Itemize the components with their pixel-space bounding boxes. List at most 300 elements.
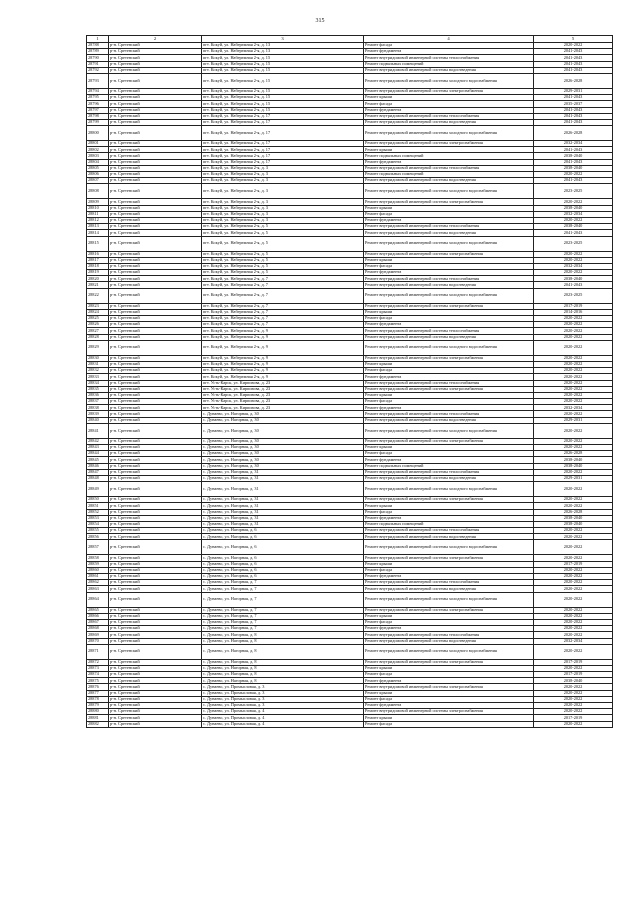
- row-number: 28855: [87, 528, 109, 534]
- address-cell: с. Дунаево, ул. Нагорная, д. 7: [202, 619, 364, 625]
- address-cell: с. Дунаево, ул. Промысловая, д. 3: [202, 684, 364, 690]
- row-number: 28849: [87, 482, 109, 497]
- district-cell: р-н. Сретенский: [109, 374, 202, 380]
- work-type-cell: Ремонт фундамента: [364, 270, 534, 276]
- district-cell: р-н. Сретенский: [109, 159, 202, 165]
- district-cell: р-н. Сретенский: [109, 386, 202, 392]
- work-type-cell: Ремонт фасада: [364, 567, 534, 573]
- period-cell: 2023-2025: [534, 184, 613, 199]
- row-number: 28851: [87, 503, 109, 509]
- row-number: 28820: [87, 276, 109, 282]
- period-cell: 2041-2043: [534, 67, 613, 73]
- district-cell: р-н. Сретенский: [109, 380, 202, 386]
- address-cell: с. Дунаево, ул. Промысловая, д. 3: [202, 696, 364, 702]
- work-type-cell: Ремонт внутридомовой инженерной системы холодного водоснабжения: [364, 340, 534, 355]
- row-number: 28845: [87, 457, 109, 463]
- work-type-cell: Ремонт фундамента: [364, 322, 534, 328]
- address-cell: пгт. Кокуй, ул. Набережная 2-я, д. 7: [202, 288, 364, 303]
- address-cell: пгт. Кокуй, ул. Набережная 2-я, д. 3: [202, 199, 364, 205]
- address-cell: с. Дунаево, ул. Нагорная, д. 31: [202, 497, 364, 503]
- row-number: 28800: [87, 126, 109, 141]
- row-number: 28874: [87, 672, 109, 678]
- work-type-cell: Ремонт внутридомовой инженерной системы теплоснабжения: [364, 276, 534, 282]
- work-type-cell: Ремонт фасада: [364, 101, 534, 107]
- address-cell: с. Дунаево, ул. Нагорная, д. 8: [202, 644, 364, 659]
- period-cell: 2026-2028: [534, 509, 613, 515]
- work-type-cell: Ремонт фасада: [364, 43, 534, 49]
- work-type-cell: Ремонт крыши: [364, 690, 534, 696]
- address-cell: пгт. Кокуй, ул. Набережная 2-я, д. 7: [202, 309, 364, 315]
- address-cell: с. Дунаево, ул. Нагорная, д. 30: [202, 411, 364, 417]
- period-cell: 2026-2028: [534, 451, 613, 457]
- address-cell: с. Дунаево, ул. Нагорная, д. 8: [202, 632, 364, 638]
- period-cell: 2020-2022: [534, 696, 613, 702]
- period-cell: 2038-2040: [534, 153, 613, 159]
- address-cell: с. Дунаево, ул. Нагорная, д. 6: [202, 555, 364, 561]
- period-cell: 2020-2022: [534, 361, 613, 367]
- period-cell: 2041-2043: [534, 49, 613, 55]
- period-cell: 2017-2019: [534, 303, 613, 309]
- period-cell: 2020-2022: [534, 703, 613, 709]
- row-number: 28825: [87, 316, 109, 322]
- address-cell: пгт. Кокуй, ул. Набережная 2-я, д. 5: [202, 251, 364, 257]
- district-cell: р-н. Сретенский: [109, 644, 202, 659]
- work-type-cell: Ремонт фундамента: [364, 515, 534, 521]
- work-type-cell: Ремонт фундамента: [364, 159, 534, 165]
- period-cell: 2020-2022: [534, 355, 613, 361]
- row-number: 28865: [87, 607, 109, 613]
- period-cell: 2020-2022: [534, 322, 613, 328]
- district-cell: р-н. Сретенский: [109, 626, 202, 632]
- period-cell: 2020-2022: [534, 534, 613, 540]
- address-cell: с. Дунаево, ул. Нагорная, д. 31: [202, 509, 364, 515]
- work-type-cell: Ремонт внутридомовой инженерной системы водоотведения: [364, 586, 534, 592]
- period-cell: 2041-2043: [534, 119, 613, 125]
- district-cell: р-н. Сретенский: [109, 574, 202, 580]
- period-cell: 2020-2022: [534, 580, 613, 586]
- district-cell: р-н. Сретенский: [109, 126, 202, 141]
- work-type-cell: Ремонт подвальных помещений: [364, 521, 534, 527]
- district-cell: р-н. Сретенский: [109, 263, 202, 269]
- address-cell: пгт. Кокуй, ул. Набережная 2-я, д. 7: [202, 322, 364, 328]
- period-cell: 2026-2028: [534, 73, 613, 88]
- row-number: 28791: [87, 61, 109, 67]
- row-number: 28790: [87, 55, 109, 61]
- row-number: 28867: [87, 619, 109, 625]
- work-type-cell: Ремонт внутридомовой инженерной системы электроснабжения: [364, 303, 534, 309]
- period-cell: 2020-2022: [534, 43, 613, 49]
- row-number: 28794: [87, 88, 109, 94]
- district-cell: р-н. Сретенский: [109, 451, 202, 457]
- address-cell: пгт. Кокуй, ул. Набережная 2-я, д. 3: [202, 211, 364, 217]
- period-cell: 2032-2034: [534, 263, 613, 269]
- work-type-cell: Ремонт внутридомовой инженерной системы водоотведения: [364, 534, 534, 540]
- period-cell: 2020-2022: [534, 497, 613, 503]
- row-number: 28842: [87, 438, 109, 444]
- district-cell: р-н. Сретенский: [109, 322, 202, 328]
- row-number: 28833: [87, 374, 109, 380]
- page-number: 315: [315, 18, 325, 24]
- table-row: [87, 482, 613, 497]
- district-cell: р-н. Сретенский: [109, 230, 202, 236]
- period-cell: 2020-2022: [534, 438, 613, 444]
- row-number: 28852: [87, 509, 109, 515]
- row-number: 28827: [87, 328, 109, 334]
- period-cell: 2020-2022: [534, 626, 613, 632]
- work-type-cell: Ремонт внутридомовой инженерной системы холодного водоснабжения: [364, 236, 534, 251]
- address-cell: с. Дунаево, ул. Нагорная, д. 31: [202, 521, 364, 527]
- address-cell: с. Дунаево, ул. Нагорная, д. 7: [202, 586, 364, 592]
- period-cell: 2020-2022: [534, 392, 613, 398]
- work-type-cell: Ремонт фундамента: [364, 574, 534, 580]
- period-cell: 2020-2022: [534, 632, 613, 638]
- row-number: 28813: [87, 224, 109, 230]
- row-number: 28853: [87, 515, 109, 521]
- row-number: 28859: [87, 561, 109, 567]
- row-number: 28878: [87, 696, 109, 702]
- row-number: 28869: [87, 632, 109, 638]
- district-cell: р-н. Сретенский: [109, 469, 202, 475]
- row-number: 28803: [87, 153, 109, 159]
- address-cell: пгт. Кокуй, ул. Набережная 2-я, д. 9: [202, 334, 364, 340]
- district-cell: р-н. Сретенский: [109, 457, 202, 463]
- row-number: 28841: [87, 423, 109, 438]
- work-type-cell: Ремонт внутридомовой инженерной системы водоотведения: [364, 178, 534, 184]
- row-number: 28876: [87, 684, 109, 690]
- district-cell: р-н. Сретенский: [109, 67, 202, 73]
- address-cell: с. Дунаево, ул. Нагорная, д. 6: [202, 540, 364, 555]
- period-cell: 2020-2022: [534, 334, 613, 340]
- address-cell: пгт. Кокуй, ул. Набережная 2-я, д. 7: [202, 303, 364, 309]
- period-cell: 2023-2025: [534, 288, 613, 303]
- district-cell: р-н. Сретенский: [109, 561, 202, 567]
- work-type-cell: Ремонт внутридомовой инженерной системы теплоснабжения: [364, 55, 534, 61]
- address-cell: с. Дунаево, ул. Нагорная, д. 31: [202, 482, 364, 497]
- row-number: 28826: [87, 322, 109, 328]
- address-cell: с. Дунаево, ул. Нагорная, д. 30: [202, 457, 364, 463]
- row-number: 28860: [87, 567, 109, 573]
- work-type-cell: Ремонт крыши: [364, 392, 534, 398]
- period-cell: 2020-2022: [534, 374, 613, 380]
- table-row: [87, 184, 613, 199]
- work-type-cell: Ремонт крыши: [364, 715, 534, 721]
- address-cell: пгт. Кокуй, ул. Набережная 2-я, д. 5: [202, 263, 364, 269]
- district-cell: р-н. Сретенский: [109, 236, 202, 251]
- address-cell: с. Дунаево, ул. Нагорная, д. 6: [202, 561, 364, 567]
- district-cell: р-н. Сретенский: [109, 288, 202, 303]
- address-cell: с. Дунаево, ул. Нагорная, д. 31: [202, 503, 364, 509]
- row-number: 28806: [87, 172, 109, 178]
- district-cell: р-н. Сретенский: [109, 445, 202, 451]
- district-cell: р-н. Сретенский: [109, 113, 202, 119]
- address-cell: с. Дунаево, ул. Нагорная, д. 6: [202, 567, 364, 573]
- work-type-cell: Ремонт фасада: [364, 211, 534, 217]
- district-cell: р-н. Сретенский: [109, 555, 202, 561]
- work-type-cell: Ремонт внутридомовой инженерной системы водоотведения: [364, 475, 534, 481]
- period-cell: 2041-2043: [534, 113, 613, 119]
- work-type-cell: Ремонт внутридомовой инженерной системы электроснабжения: [364, 355, 534, 361]
- address-cell: пгт. Кокуй, ул. Набережная 2-я, д. 3: [202, 172, 364, 178]
- district-cell: р-н. Сретенский: [109, 340, 202, 355]
- address-cell: пгт. Кокуй, ул. Набережная 2-я, д. 9: [202, 374, 364, 380]
- work-type-cell: Ремонт крыши: [364, 503, 534, 509]
- address-cell: пгт. Кокуй, ул. Набережная 2-я, д. 9: [202, 361, 364, 367]
- period-cell: 2035-2037: [534, 101, 613, 107]
- district-cell: р-н. Сретенский: [109, 95, 202, 101]
- district-cell: р-н. Сретенский: [109, 368, 202, 374]
- address-cell: с. Дунаево, ул. Нагорная, д. 7: [202, 613, 364, 619]
- period-cell: 2020-2022: [534, 574, 613, 580]
- row-number: 28834: [87, 380, 109, 386]
- row-number: 28802: [87, 147, 109, 153]
- address-cell: пгт. Кокуй, ул. Набережная 2-я, д. 5: [202, 270, 364, 276]
- row-number: 28872: [87, 659, 109, 665]
- row-number: 28788: [87, 43, 109, 49]
- period-cell: 2020-2022: [534, 684, 613, 690]
- district-cell: р-н. Сретенский: [109, 463, 202, 469]
- row-number: 28875: [87, 678, 109, 684]
- period-cell: 2038-2040: [534, 224, 613, 230]
- period-cell: 2038-2040: [534, 521, 613, 527]
- address-cell: пгт. Кокуй, ул. Набережная 2-я, д. 5: [202, 257, 364, 263]
- row-number: 28866: [87, 613, 109, 619]
- address-cell: пгт. Кокуй, ул. Набережная 2-я, д. 17: [202, 126, 364, 141]
- address-cell: пгт. Усть-Карск, ул. Кирпизова, д. 23: [202, 386, 364, 392]
- period-cell: 2020-2022: [534, 592, 613, 607]
- district-cell: р-н. Сретенский: [109, 534, 202, 540]
- period-cell: 2041-2043: [534, 230, 613, 236]
- work-type-cell: Ремонт внутридомовой инженерной системы холодного водоснабжения: [364, 644, 534, 659]
- repair-schedule-table: [86, 35, 613, 728]
- district-cell: р-н. Сретенский: [109, 282, 202, 288]
- work-type-cell: Ремонт фундамента: [364, 626, 534, 632]
- address-cell: с. Дунаево, ул. Нагорная, д. 7: [202, 626, 364, 632]
- address-cell: с. Дунаево, ул. Нагорная, д. 31: [202, 475, 364, 481]
- address-cell: пгт. Кокуй, ул. Набережная 2-я, д. 9: [202, 340, 364, 355]
- row-number: 28861: [87, 574, 109, 580]
- district-cell: р-н. Сретенский: [109, 678, 202, 684]
- address-cell: пгт. Кокуй, ул. Набережная 2-я, д. 15: [202, 73, 364, 88]
- address-cell: пгт. Кокуй, ул. Набережная 2-я, д. 7: [202, 282, 364, 288]
- work-type-cell: Ремонт внутридомовой инженерной системы холодного водоснабжения: [364, 482, 534, 497]
- district-cell: р-н. Сретенский: [109, 632, 202, 638]
- address-cell: с. Дунаево, ул. Нагорная, д. 30: [202, 445, 364, 451]
- table-row: [87, 288, 613, 303]
- district-cell: р-н. Сретенский: [109, 515, 202, 521]
- row-number: 28799: [87, 119, 109, 125]
- row-number: 28819: [87, 270, 109, 276]
- address-cell: пгт. Кокуй, ул. Набережная 2-я, д. 15: [202, 107, 364, 113]
- district-cell: р-н. Сретенский: [109, 613, 202, 619]
- table-body: [87, 43, 613, 728]
- row-number: 28868: [87, 626, 109, 632]
- district-cell: р-н. Сретенский: [109, 592, 202, 607]
- address-cell: с. Дунаево, ул. Нагорная, д. 30: [202, 423, 364, 438]
- address-cell: пгт. Усть-Карск, ул. Кирпизова, д. 23: [202, 392, 364, 398]
- district-cell: р-н. Сретенский: [109, 165, 202, 171]
- work-type-cell: Ремонт внутридомовой инженерной системы теплоснабжения: [364, 328, 534, 334]
- period-cell: 2020-2022: [534, 482, 613, 497]
- column-header-2: 2: [109, 36, 202, 43]
- work-type-cell: Ремонт внутридомовой инженерной системы электроснабжения: [364, 251, 534, 257]
- work-type-cell: Ремонт крыши: [364, 205, 534, 211]
- work-type-cell: Ремонт подвальных помещений: [364, 172, 534, 178]
- table-row: [87, 73, 613, 88]
- district-cell: р-н. Сретенский: [109, 696, 202, 702]
- district-cell: р-н. Сретенский: [109, 361, 202, 367]
- period-cell: 2020-2022: [534, 172, 613, 178]
- district-cell: р-н. Сретенский: [109, 684, 202, 690]
- period-cell: 2041-2043: [534, 282, 613, 288]
- address-cell: пгт. Кокуй, ул. Набережная 2-я, д. 3: [202, 217, 364, 223]
- period-cell: 2038-2040: [534, 678, 613, 684]
- period-cell: 2020-2022: [534, 619, 613, 625]
- district-cell: р-н. Сретенский: [109, 503, 202, 509]
- row-number: 28838: [87, 405, 109, 411]
- district-cell: р-н. Сретенский: [109, 715, 202, 721]
- work-type-cell: Ремонт внутридомовой инженерной системы электроснабжения: [364, 141, 534, 147]
- district-cell: р-н. Сретенский: [109, 49, 202, 55]
- period-cell: 2020-2022: [534, 528, 613, 534]
- work-type-cell: Ремонт внутридомовой инженерной системы электроснабжения: [364, 438, 534, 444]
- district-cell: р-н. Сретенский: [109, 211, 202, 217]
- period-cell: 2020-2022: [534, 340, 613, 355]
- work-type-cell: Ремонт внутридомовой инженерной системы электроснабжения: [364, 607, 534, 613]
- work-type-cell: Ремонт подвальных помещений: [364, 61, 534, 67]
- period-cell: 2020-2022: [534, 270, 613, 276]
- district-cell: р-н. Сретенский: [109, 405, 202, 411]
- address-cell: пгт. Кокуй, ул. Набережная 2-я, д. 17: [202, 113, 364, 119]
- district-cell: р-н. Сретенский: [109, 119, 202, 125]
- table-header: [87, 36, 613, 43]
- work-type-cell: Ремонт крыши: [364, 613, 534, 619]
- row-number: 28822: [87, 288, 109, 303]
- row-number: 28816: [87, 251, 109, 257]
- work-type-cell: Ремонт фасада: [364, 451, 534, 457]
- work-type-cell: Ремонт фундамента: [364, 703, 534, 709]
- address-cell: с. Дунаево, ул. Промысловая, д. 3: [202, 690, 364, 696]
- district-cell: р-н. Сретенский: [109, 172, 202, 178]
- district-cell: р-н. Сретенский: [109, 703, 202, 709]
- row-number: 28862: [87, 580, 109, 586]
- work-type-cell: Ремонт крыши: [364, 665, 534, 671]
- address-cell: пгт. Кокуй, ул. Набережная 2-я, д. 15: [202, 95, 364, 101]
- work-type-cell: Ремонт внутридомовой инженерной системы электроснабжения: [364, 709, 534, 715]
- row-number: 28795: [87, 95, 109, 101]
- work-type-cell: Ремонт крыши: [364, 445, 534, 451]
- district-cell: р-н. Сретенский: [109, 334, 202, 340]
- row-number: 28793: [87, 73, 109, 88]
- district-cell: р-н. Сретенский: [109, 438, 202, 444]
- address-cell: с. Дунаево, ул. Нагорная, д. 31: [202, 515, 364, 521]
- district-cell: р-н. Сретенский: [109, 224, 202, 230]
- district-cell: р-н. Сретенский: [109, 43, 202, 49]
- address-cell: пгт. Кокуй, ул. Набережная 2-я, д. 17: [202, 153, 364, 159]
- work-type-cell: Ремонт внутридомовой инженерной системы водоотведения: [364, 638, 534, 644]
- row-number: 28870: [87, 638, 109, 644]
- period-cell: 2020-2022: [534, 607, 613, 613]
- row-number: 28847: [87, 469, 109, 475]
- work-type-cell: Ремонт крыши: [364, 361, 534, 367]
- row-number: 28873: [87, 665, 109, 671]
- work-type-cell: Ремонт внутридомовой инженерной системы электроснабжения: [364, 199, 534, 205]
- period-cell: 2020-2022: [534, 411, 613, 417]
- period-cell: 2038-2040: [534, 165, 613, 171]
- district-cell: р-н. Сретенский: [109, 709, 202, 715]
- address-cell: пгт. Усть-Карск, ул. Кирпизова, д. 23: [202, 399, 364, 405]
- address-cell: пгт. Кокуй, ул. Набережная 2-я, д. 17: [202, 141, 364, 147]
- column-header-5: 5: [534, 36, 613, 43]
- period-cell: 2020-2022: [534, 540, 613, 555]
- work-type-cell: Ремонт фасада: [364, 316, 534, 322]
- period-cell: 2029-2031: [534, 475, 613, 481]
- row-number: 28808: [87, 184, 109, 199]
- work-type-cell: Ремонт внутридомовой инженерной системы электроснабжения: [364, 555, 534, 561]
- row-number: 28857: [87, 540, 109, 555]
- work-type-cell: Ремонт внутридомовой инженерной системы холодного водоснабжения: [364, 592, 534, 607]
- address-cell: с. Дунаево, ул. Нагорная, д. 30: [202, 438, 364, 444]
- district-cell: р-н. Сретенский: [109, 147, 202, 153]
- row-number: 28831: [87, 361, 109, 367]
- district-cell: р-н. Сретенский: [109, 61, 202, 67]
- period-cell: 2014-2016: [534, 309, 613, 315]
- row-number: 28828: [87, 334, 109, 340]
- district-cell: р-н. Сретенский: [109, 141, 202, 147]
- address-cell: пгт. Кокуй, ул. Набережная 2-я, д. 13: [202, 49, 364, 55]
- table-row: [87, 236, 613, 251]
- table-row: [87, 721, 613, 727]
- period-cell: 2023-2025: [534, 236, 613, 251]
- work-type-cell: Ремонт крыши: [364, 257, 534, 263]
- work-type-cell: Ремонт крыши: [364, 147, 534, 153]
- district-cell: р-н. Сретенский: [109, 672, 202, 678]
- address-cell: пгт. Кокуй, ул. Набережная 2-я, д. 5: [202, 230, 364, 236]
- address-cell: пгт. Усть-Карск, ул. Кирпизова, д. 23: [202, 405, 364, 411]
- period-cell: 2020-2022: [534, 709, 613, 715]
- row-number: 28804: [87, 159, 109, 165]
- work-type-cell: Ремонт внутридомовой инженерной системы холодного водоснабжения: [364, 423, 534, 438]
- district-cell: р-н. Сретенский: [109, 521, 202, 527]
- address-cell: пгт. Кокуй, ул. Набережная 2-я, д. 9: [202, 328, 364, 334]
- period-cell: 2041-2043: [534, 107, 613, 113]
- district-cell: р-н. Сретенский: [109, 411, 202, 417]
- row-number: 28843: [87, 445, 109, 451]
- period-cell: 2032-2034: [534, 141, 613, 147]
- row-number: 28871: [87, 644, 109, 659]
- district-cell: р-н. Сретенский: [109, 257, 202, 263]
- period-cell: 2020-2022: [534, 613, 613, 619]
- work-type-cell: Ремонт фасада: [364, 721, 534, 727]
- row-number: 28840: [87, 417, 109, 423]
- work-type-cell: Ремонт внутридомовой инженерной системы водоотведения: [364, 230, 534, 236]
- period-cell: 2041-2043: [534, 159, 613, 165]
- address-cell: пгт. Кокуй, ул. Набережная 2-я, д. 3: [202, 184, 364, 199]
- row-number: 28882: [87, 721, 109, 727]
- address-cell: с. Дунаево, ул. Нагорная, д. 7: [202, 592, 364, 607]
- district-cell: р-н. Сретенский: [109, 540, 202, 555]
- district-cell: р-н. Сретенский: [109, 328, 202, 334]
- period-cell: 2038-2040: [534, 276, 613, 282]
- district-cell: р-н. Сретенский: [109, 270, 202, 276]
- work-type-cell: Ремонт внутридомовой инженерной системы холодного водоснабжения: [364, 184, 534, 199]
- row-number: 28837: [87, 399, 109, 405]
- row-number: 28846: [87, 463, 109, 469]
- period-cell: 2020-2022: [534, 217, 613, 223]
- address-cell: пгт. Кокуй, ул. Набережная 2-я, д. 17: [202, 159, 364, 165]
- district-cell: р-н. Сретенский: [109, 580, 202, 586]
- address-cell: с. Дунаево, ул. Нагорная, д. 7: [202, 580, 364, 586]
- district-cell: р-н. Сретенский: [109, 153, 202, 159]
